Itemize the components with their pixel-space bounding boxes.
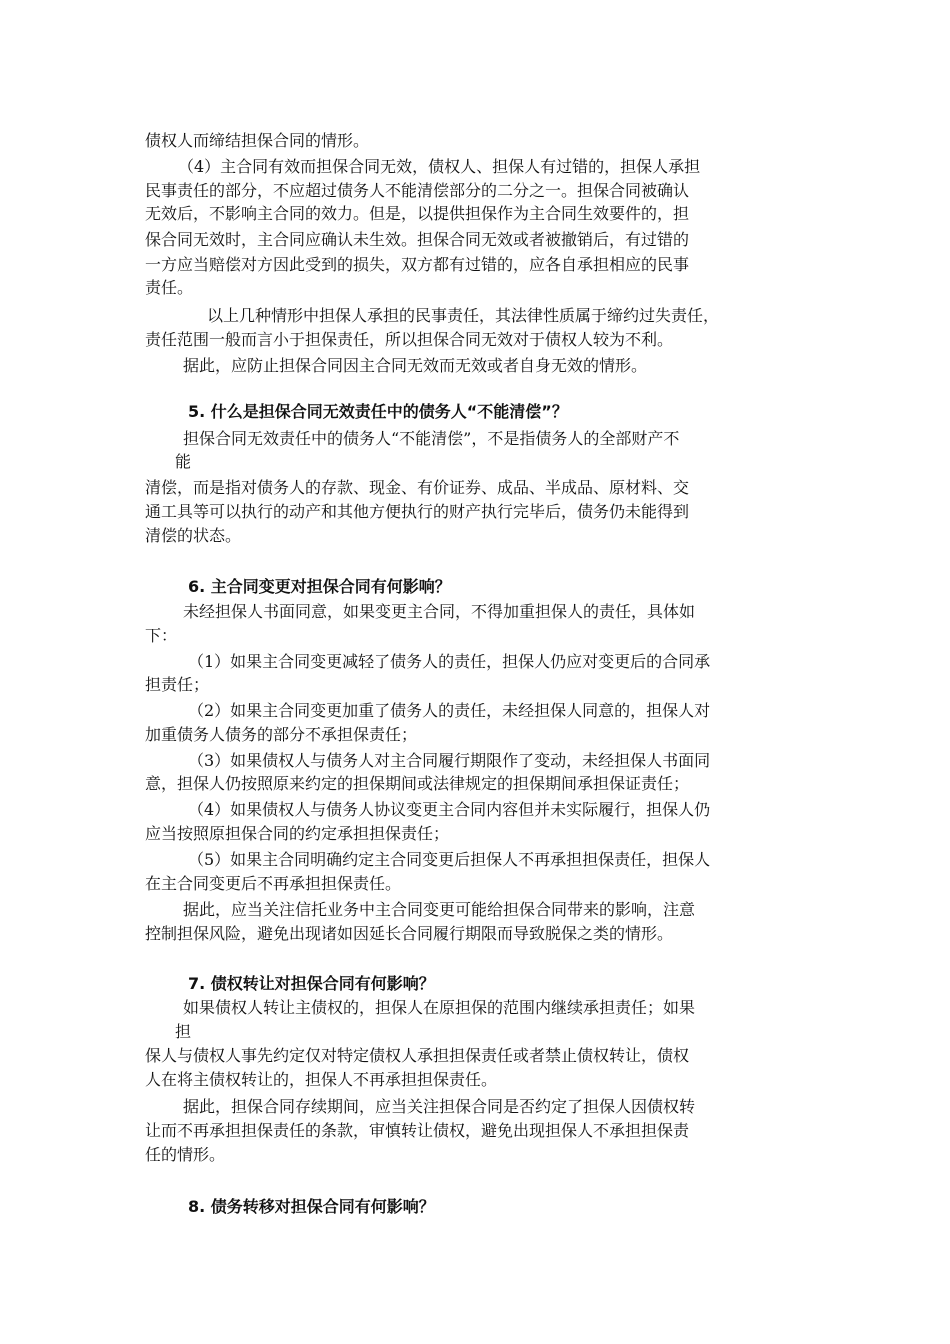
text-line: 据此，应当关注信托业务中主合同变更可能给担保合同带来的影响，注意 [183, 900, 696, 919]
text-line: 意，担保人仍按照原来约定的担保期间或法律规定的担保期间承担保证责任； [145, 774, 690, 793]
text-line: 据此，担保合同存续期间，应当关注担保合同是否约定了担保人因债权转 [183, 1097, 696, 1116]
text-line: 应当按照原担保合同的约定承担担保责任； [145, 824, 450, 843]
text-line: 通工具等可以执行的动产和其他方便执行的财产执行完毕后，债务仍未能得到 [145, 502, 690, 521]
text-line: 人在将主债权转让的，担保人不再承担担保责任。 [145, 1070, 498, 1089]
section-heading: 7. 债权转让对担保合同有何影响？ [188, 974, 435, 993]
text-line: 下： [145, 626, 178, 645]
text-line: 民事责任的部分，不应超过债务人不能清偿部分的二分之一。担保合同被确认 [145, 181, 690, 200]
text-line: 清偿，而是指对债务人的存款、现金、有价证券、成品、半成品、原材料、交 [145, 478, 690, 497]
text-line: （2）如果主合同变更加重了债务人的责任，未经担保人同意的，担保人对 [188, 701, 711, 720]
text-line: 保人与债权人事先约定仅对特定债权人承担担保责任或者禁止债权转让，债权 [145, 1046, 690, 1065]
text-line: 在主合同变更后不再承担担保责任。 [145, 874, 402, 893]
section-heading: 5. 什么是担保合同无效责任中的债务人“不能清偿”？ [188, 402, 568, 421]
text-line: 据此，应防止担保合同因主合同无效而无效或者自身无效的情形。 [183, 356, 648, 375]
text-line: 任的情形。 [145, 1145, 226, 1164]
section-heading: 6. 主合同变更对担保合同有何影响？ [188, 577, 451, 596]
text-line: 责任范围一般而言小于担保责任，所以担保合同无效对于债权人较为不利。 [145, 330, 674, 349]
text-line: 加重债务人债务的部分不承担保责任； [145, 725, 418, 744]
text-line: （4）主合同有效而担保合同无效，债权人、担保人有过错的，担保人承担 [178, 157, 701, 176]
text-line: 未经担保人书面同意，如果变更主合同，不得加重担保人的责任，具体如 [183, 602, 696, 621]
text-line: 责任。 [145, 278, 194, 297]
text-line: 控制担保风险，避免出现诸如因延长合同履行期限而导致脱保之类的情形。 [145, 924, 674, 943]
text-line: 让而不再承担担保责任的条款，审慎转让债权，避免出现担保人不承担担保责 [145, 1121, 690, 1140]
text-line: 担 [175, 1022, 192, 1041]
text-line: 以上几种情形中担保人承担的民事责任，其法律性质属于缔约过失责任， [207, 306, 720, 325]
text-line: 如果债权人转让主债权的，担保人在原担保的范围内继续承担责任；如果 [183, 998, 696, 1017]
text-line: 担保合同无效责任中的债务人“不能清偿”，不是指债务人的全部财产不 [183, 429, 680, 448]
text-line: 一方应当赔偿对方因此受到的损失，双方都有过错的，应各自承担相应的民事 [145, 255, 690, 274]
text-line: 保合同无效时，主合同应确认未生效。担保合同无效或者被撤销后，有过错的 [145, 230, 690, 249]
text-line: 无效后，不影响主合同的效力。但是，以提供担保作为主合同生效要件的，担 [145, 204, 690, 223]
section-heading: 8. 债务转移对担保合同有何影响？ [188, 1197, 435, 1216]
text-line: 清偿的状态。 [145, 526, 242, 545]
text-line: （5）如果主合同明确约定主合同变更后担保人不再承担担保责任，担保人 [188, 850, 711, 869]
text-line: （4）如果债权人与债务人协议变更主合同内容但并未实际履行，担保人仍 [188, 800, 711, 819]
text-line: （1）如果主合同变更减轻了债务人的责任，担保人仍应对变更后的合同承 [188, 652, 711, 671]
text-line: 能 [175, 452, 192, 471]
text-line: （3）如果债权人与债务人对主合同履行期限作了变动，未经担保人书面同 [188, 751, 711, 770]
text-line: 债权人而缔结担保合同的情形。 [145, 131, 370, 150]
text-line: 担责任； [145, 675, 210, 694]
